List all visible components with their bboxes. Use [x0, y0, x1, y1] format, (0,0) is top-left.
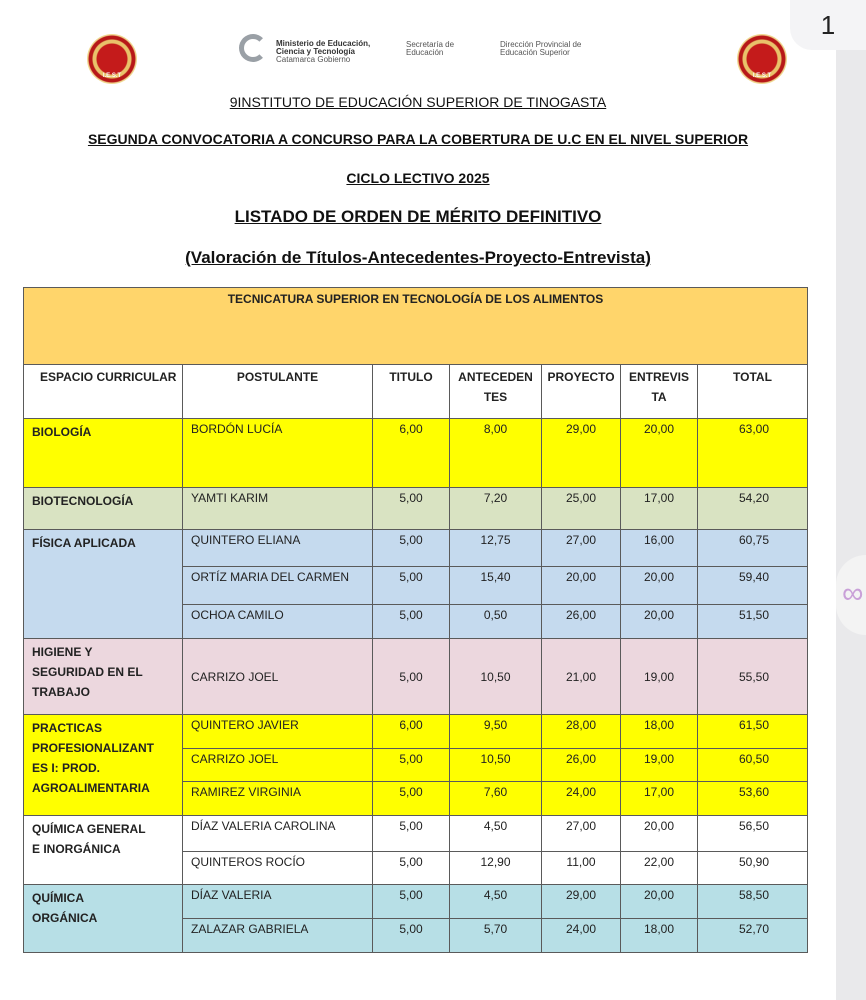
institute-seal-left [87, 34, 137, 84]
postulante-cell: ZALAZAR GABRIELA [183, 919, 373, 953]
col-espacio: ESPACIO CURRICULAR [24, 365, 183, 419]
ministry-line: Catamarca Gobierno [276, 55, 351, 64]
postulante-cell: DÍAZ VALERIA CAROLINA [183, 816, 373, 852]
total-cell: 53,60 [698, 782, 808, 816]
antecedentes-cell: 9,50 [450, 715, 542, 749]
proyecto-cell: 26,00 [542, 605, 621, 639]
titulo-cell: 5,00 [373, 885, 450, 919]
entrevista-cell: 18,00 [621, 715, 698, 749]
postulante-cell: CARRIZO JOEL [183, 639, 373, 715]
page-number: 1 [790, 0, 866, 50]
antecedentes-cell: 7,60 [450, 782, 542, 816]
postulante-cell: BORDÓN LUCÍA [183, 419, 373, 488]
subject-line: E INORGÁNICA [32, 842, 121, 856]
proyecto-cell: 28,00 [542, 715, 621, 749]
total-cell: 54,20 [698, 488, 808, 530]
postulante-cell: OCHOA CAMILO [183, 605, 373, 639]
postulante-cell: ORTÍZ MARIA DEL CARMEN [183, 567, 373, 605]
ciclo-title: CICLO LECTIVO 2025 [346, 170, 490, 186]
table-row [24, 885, 808, 919]
listado-title: LISTADO DE ORDEN DE MÉRITO DEFINITIVO [234, 207, 602, 226]
career-banner: TECNICATURA SUPERIOR EN TECNOLOGÍA DE LOS ALIMENTOS [24, 288, 808, 365]
proyecto-cell: 24,00 [542, 919, 621, 953]
total-cell: 59,40 [698, 567, 808, 605]
postulante-cell: QUINTEROS ROCÍO [183, 852, 373, 885]
entrevista-cell: 17,00 [621, 488, 698, 530]
ministry-line: Ciencia y Tecnología [276, 47, 355, 56]
antecedentes-cell: 4,50 [450, 816, 542, 852]
postulante-cell: QUINTERO ELIANA [183, 530, 373, 567]
subject-cell [24, 715, 183, 816]
entrevista-cell: 18,00 [621, 919, 698, 953]
antecedentes-cell: 10,50 [450, 639, 542, 715]
proyecto-cell: 26,00 [542, 749, 621, 782]
subject-line: FÍSICA APLICADA [32, 536, 136, 550]
postulante-cell: DÍAZ VALERIA [183, 885, 373, 919]
secretaria-header [406, 41, 454, 57]
postulante-cell: RAMIREZ VIRGINIA [183, 782, 373, 816]
antecedentes-cell: 12,75 [450, 530, 542, 567]
entrevista-cell: 20,00 [621, 816, 698, 852]
subject-line: PROFESIONALIZANT [32, 741, 154, 755]
subject-cell [24, 639, 183, 715]
subject-line: ORGÁNICA [32, 911, 98, 925]
titulo-cell: 5,00 [373, 605, 450, 639]
total-cell: 52,70 [698, 919, 808, 953]
entrevista-cell: 20,00 [621, 419, 698, 488]
postulante-cell: CARRIZO JOEL [183, 749, 373, 782]
total-cell: 51,50 [698, 605, 808, 639]
floating-assistant-icon[interactable]: ∞ [836, 555, 866, 635]
titulo-cell: 5,00 [373, 639, 450, 715]
subject-cell [24, 885, 183, 953]
titulo-cell: 5,00 [373, 816, 450, 852]
subject-line: TRABAJO [32, 685, 91, 699]
merit-table [23, 287, 808, 953]
total-cell: 56,50 [698, 816, 808, 852]
col-titulo: TITULO [373, 365, 450, 419]
entrevista-cell: 17,00 [621, 782, 698, 816]
proyecto-cell: 27,00 [542, 816, 621, 852]
total-cell: 50,90 [698, 852, 808, 885]
subject-cell [24, 419, 183, 488]
antecedentes-cell: 4,50 [450, 885, 542, 919]
col-postulante: POSTULANTE [183, 365, 373, 419]
proyecto-cell: 29,00 [542, 419, 621, 488]
total-cell: 60,50 [698, 749, 808, 782]
subject-line: HIGIENE Y [32, 645, 93, 659]
proyecto-cell: 20,00 [542, 567, 621, 605]
titulo-cell: 6,00 [373, 715, 450, 749]
total-cell: 60,75 [698, 530, 808, 567]
proyecto-cell: 24,00 [542, 782, 621, 816]
table-row [24, 488, 808, 530]
seal-text: I.E.S.T [102, 73, 122, 79]
direccion-line: Educación Superior [500, 48, 570, 57]
column-header-row [24, 365, 808, 419]
valoracion-title: (Valoración de Títulos-Antecedentes-Proyecto-Entrevista) [185, 248, 651, 267]
secretaria-line: Educación [406, 48, 444, 57]
table-row [24, 639, 808, 715]
ministry-header [276, 40, 370, 64]
postulante-cell: QUINTERO JAVIER [183, 715, 373, 749]
subject-line: BIOLOGÍA [32, 425, 92, 439]
titulo-cell: 5,00 [373, 919, 450, 953]
proyecto-cell: 11,00 [542, 852, 621, 885]
col-entrevista [621, 365, 698, 419]
subject-line: QUÍMICA GENERAL [32, 822, 146, 836]
table-row [24, 715, 808, 749]
titulo-cell: 5,00 [373, 567, 450, 605]
titulo-cell: 5,00 [373, 749, 450, 782]
ministry-logo-icon [239, 34, 277, 66]
total-cell: 61,50 [698, 715, 808, 749]
col-proyecto: PROYECTO [542, 365, 621, 419]
proyecto-cell: 27,00 [542, 530, 621, 567]
col-antecedentes-line: TES [483, 390, 508, 404]
total-cell: 55,50 [698, 639, 808, 715]
table-row [24, 530, 808, 567]
antecedentes-cell: 15,40 [450, 567, 542, 605]
ministry-line: Ministerio de Educación, [276, 39, 371, 48]
institute-title: 9INSTITUTO DE EDUCACIÓN SUPERIOR DE TINOGASTA [229, 94, 607, 110]
direccion-header [500, 41, 581, 57]
col-entrevista-line: TA [651, 390, 667, 404]
subject-cell [24, 488, 183, 530]
antecedentes-cell: 0,50 [450, 605, 542, 639]
col-antecedentes-line: ANTECEDEN [458, 370, 533, 384]
proyecto-cell: 25,00 [542, 488, 621, 530]
subject-line: QUÍMICA [32, 891, 84, 905]
entrevista-cell: 19,00 [621, 749, 698, 782]
titulo-cell: 6,00 [373, 419, 450, 488]
entrevista-cell: 20,00 [621, 567, 698, 605]
titulo-cell: 5,00 [373, 852, 450, 885]
titulo-cell: 5,00 [373, 530, 450, 567]
table-row [24, 419, 808, 488]
subject-line: PRACTICAS [32, 721, 103, 735]
entrevista-cell: 20,00 [621, 885, 698, 919]
entrevista-cell: 16,00 [621, 530, 698, 567]
proyecto-cell: 21,00 [542, 639, 621, 715]
subject-line: AGROALIMENTARIA [32, 781, 150, 795]
subject-line: SEGURIDAD EN EL [32, 665, 143, 679]
entrevista-cell: 20,00 [621, 605, 698, 639]
proyecto-cell: 29,00 [542, 885, 621, 919]
institute-seal-right [737, 34, 787, 84]
seal-text: I.E.S.T [752, 73, 772, 79]
antecedentes-cell: 5,70 [450, 919, 542, 953]
subject-cell [24, 530, 183, 639]
convocatoria-title: SEGUNDA CONVOCATORIA A CONCURSO PARA LA COBERTURA DE U.C EN EL NIVEL SUPERIOR [87, 131, 749, 147]
antecedentes-cell: 8,00 [450, 419, 542, 488]
titulo-cell: 5,00 [373, 488, 450, 530]
entrevista-cell: 22,00 [621, 852, 698, 885]
total-cell: 58,50 [698, 885, 808, 919]
total-cell: 63,00 [698, 419, 808, 488]
titulo-cell: 5,00 [373, 782, 450, 816]
col-entrevista-line: ENTREVIS [628, 370, 689, 384]
col-total: TOTAL [698, 365, 808, 419]
antecedentes-cell: 10,50 [450, 749, 542, 782]
table-row [24, 816, 808, 852]
antecedentes-cell: 7,20 [450, 488, 542, 530]
col-antecedentes [450, 365, 542, 419]
subject-line: BIOTECNOLOGÍA [32, 494, 134, 508]
postulante-cell: YAMTI KARIM [183, 488, 373, 530]
entrevista-cell: 19,00 [621, 639, 698, 715]
subject-cell [24, 816, 183, 885]
subject-line: ES I: PROD. [32, 761, 101, 775]
secretaria-line: Secretaría de [406, 40, 455, 49]
direccion-line: Dirección Provincial de [500, 40, 582, 49]
antecedentes-cell: 12,90 [450, 852, 542, 885]
